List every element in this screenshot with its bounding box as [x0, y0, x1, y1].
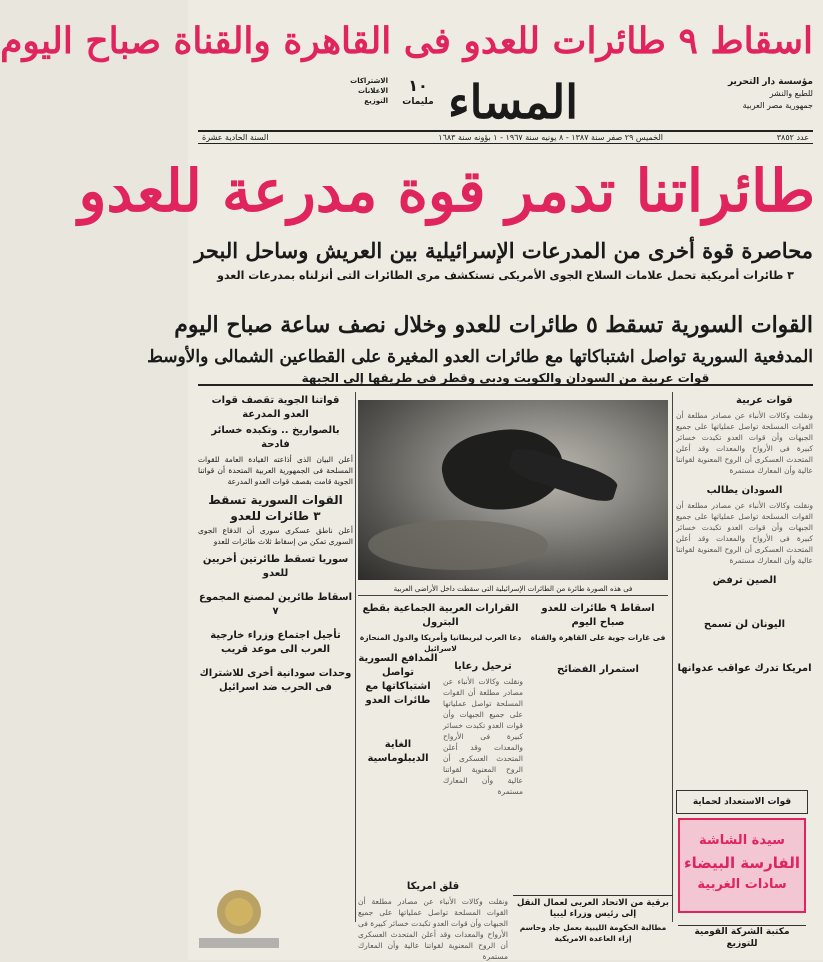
story-headline: المدافع السورية تواصل اشتباكاتها مع طائرات العدو: [358, 653, 438, 706]
publisher-info: [643, 76, 813, 112]
article-headline: ٣ طائرات للعدو: [230, 509, 321, 523]
story-headline: استمرار الفضائح: [557, 664, 639, 675]
article-body: أعلن ناطق عسكرى سورى أن الدفاع الجوى السورى تمكن من إسقاط ثلاث طائرات للعدو: [198, 526, 353, 546]
banner-headline: اسقاط ٩ طائرات للعدو فى القاهرة والقناة صباح اليوم: [0, 20, 813, 62]
left-column: [198, 394, 353, 814]
notice-box: [676, 790, 808, 814]
center-story: [358, 652, 438, 772]
publisher-line: جمهورية مصر العربية: [742, 101, 813, 110]
story-headline: ترحيل رعايا: [454, 661, 512, 672]
center-story: [443, 660, 523, 796]
subhead: قوات عربية من السودان والكويت ودبى وقطر فى طريقها إلى الجبهة: [198, 370, 813, 386]
article-headline: قواتنا الجوية تقصف قوات العدو المدرعة: [211, 395, 340, 420]
price-value: ١٠: [408, 76, 428, 95]
right-column: [676, 394, 813, 804]
center-story: [513, 895, 673, 950]
issue-number: عدد ٣٨٥٢: [776, 133, 809, 142]
story-subhead: فى غارات جوية على القاهرة والقناة: [530, 633, 666, 642]
story-subhead: مطالبة الحكومة الليبية بعمل جاد وحاسم إزاء العاعدة الامريكية: [519, 923, 667, 943]
story-headline: قلق امريكا: [406, 881, 460, 892]
main-headline: طائراتنا تدمر قوة مدرعة للعدو: [78, 157, 815, 225]
photo-caption: فى هذه الصورة طائرة من الطائرات الإسرائيلية التى سقطت داخل الأراضى العربية: [358, 582, 668, 596]
article-headline: وحدات سودانية أخرى للاشتراك فى الحرب ضد اسرائيل: [199, 668, 352, 693]
article-body: ونقلت وكالات الأنباء عن مصادر مطلعة أن القوات المسلحة تواصل عملياتها على جميع الجبهات وأن قوات العدو تكبدت خسائر كبيرة فى الأرواح والمعدات وقد أعلن المتحدث العسكرى أن الروح المعنوية لقواتنا عالية وأن المعارك مستمرة: [676, 501, 813, 565]
issue-year: السنة الحادية عشرة: [202, 133, 269, 142]
article-headline: امريكا تدرك عواقب عدوانها: [677, 663, 812, 674]
footer-credit: مكتبة الشركة القومية للتوزيع: [678, 925, 806, 950]
center-story: [528, 602, 668, 712]
masthead: [198, 72, 813, 132]
article-headline: الصين ترفض: [712, 575, 777, 586]
article-body: أعلن البيان الذى أذاعته القيادة العامة للقوات المسلحة فى الجمهورية العربية المتحدة أن قواتنا الجوية قامت بقصف قوات العدو المدرعة: [198, 455, 353, 486]
story-headline: برقية من الاتحاد العربى لعمال النقل إلى رئيس وزراء ليبيا: [516, 898, 669, 919]
contact-line: الاعلانات: [358, 87, 388, 95]
column-rule: [672, 392, 673, 922]
story-headline: اسقاط ٩ طائرات للعدو صباح اليوم: [541, 603, 655, 628]
publisher-line: للطبع والنشر: [769, 89, 813, 98]
issue-date: الخميس ٢٩ صفر سنة ١٣٨٧ - ٨ يونيه سنة ١٩٦٧ - ١ بؤونه سنة ١٦٨٣: [438, 133, 663, 142]
ad-line: الفارسة البيضاء: [683, 854, 800, 872]
price: [398, 78, 438, 110]
subhead: ٣ طائرات أمريكية تحمل علامات السلاح الجوى الأمريكى تستكشف مرى الطائرات التى أنزلناه بمدرعات العدو: [217, 269, 794, 282]
story-headline: الغاية الديبلوماسية: [367, 739, 429, 764]
article-headline: اليونان لن تسمح: [703, 619, 786, 630]
subhead: محاصرة قوة أخرى من المدرعات الإسرائيلية بين العريش وساحل البحر: [194, 238, 813, 263]
contact-info: [198, 76, 388, 106]
photo-smoke: [368, 520, 548, 570]
center-story: [358, 602, 523, 653]
article-headline: قوات عربية: [736, 395, 793, 406]
publisher-line: مؤسسة دار التحرير: [727, 77, 813, 87]
price-unit: مليمات: [402, 97, 434, 107]
ad-line: سيدة الشاشة: [699, 833, 785, 848]
cinema-advertisement: [678, 818, 806, 913]
center-story: [358, 880, 508, 961]
ad-line: سادات الغربية: [697, 877, 787, 892]
article-headline: القوات السورية تسقط: [208, 493, 343, 507]
news-photo: [358, 400, 668, 580]
article-headline: تأجيل اجتماع وزراء خارجية العرب الى موعد قريب: [210, 630, 341, 655]
article-headline: سوريا تسقط طائرتين أخريين للعدو: [202, 554, 349, 579]
newspaper-title: المساء: [447, 75, 579, 129]
column-rule: [355, 392, 356, 922]
article-headline: اسقاط طائرين لمصنع المجموع ٧: [198, 592, 353, 617]
subhead: المدفعية السورية تواصل اشتباكاتها مع طائرات العدو المغيرة على القطاعين الشمالى والأوسط: [147, 347, 813, 367]
story-headline: القرارات العربية الجماعية بقطع البترول: [362, 603, 519, 628]
subhead: القوات السورية تسقط ٥ طائرات للعدو وخلال نصف ساعة صباح اليوم: [174, 312, 813, 338]
article-headline: بالصواريخ .. وتكبده خسائر فادحة: [211, 425, 340, 450]
dateline: [198, 130, 813, 144]
forum-logo-icon: [194, 880, 284, 955]
story-body: ونقلت وكالات الأنباء عن مصادر مطلعة أن القوات المسلحة تواصل عملياتها على جميع الجبهات وأن قوات العدو تكبدت خسائر كبيرة فى الأرواح والمعدات وقد أعلن المتحدث العسكرى أن الروح المعنوية لقواتنا عالية وأن المعارك مستمرة: [358, 897, 508, 961]
article-body: ونقلت وكالات الأنباء عن مصادر مطلعة أن القوات المسلحة تواصل عملياتها على جميع الجبهات وأن قوات العدو تكبدت خسائر كبيرة فى الأرواح والمعدات وقد أعلن المتحدث العسكرى أن الروح المعنوية لقواتنا عالية وأن المعارك مستمرة: [676, 411, 813, 475]
story-subhead: دعا العرب لبريطانيا وأمريكا والدول المنحازة لاسرائيل: [359, 633, 522, 653]
notice-title: قوات الاستعداد لحماية: [692, 797, 792, 807]
story-body: ونقلت وكالات الأنباء عن مصادر مطلعة أن القوات المسلحة تواصل عملياتها على جميع الجبهات وأن قوات العدو تكبدت خسائر كبيرة فى الأرواح والمعدات وقد أعلن المتحدث العسكرى أن الروح المعنوية لقواتنا عالية وأن المعارك مستمرة: [443, 677, 523, 796]
contact-line: التوزيع: [364, 97, 388, 105]
contact-line: الاشتراكات: [350, 77, 388, 85]
article-headline: السودان يطالب: [706, 485, 783, 496]
